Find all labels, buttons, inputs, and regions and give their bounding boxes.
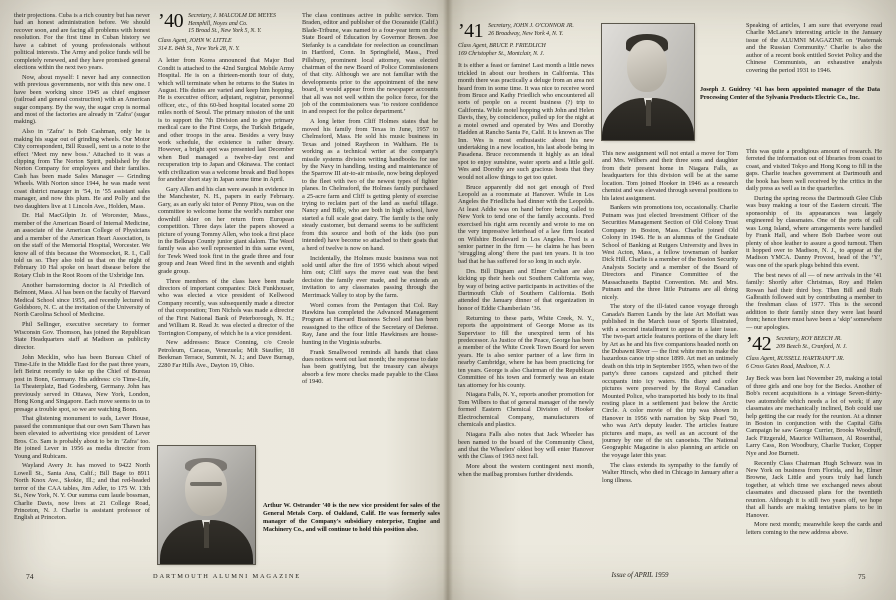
body-paragraph: Now, about myself: I never had any connection with previous governments, nor with this new one. I have been working since 1945 as chief engineer (railroad and general construction) with an American sugar company. By the way, the sugar crop is normal and most of the factories are already in ‘Zafra’ (sugar making).: [14, 73, 150, 126]
body-paragraph: their projections. Cuba is a rich country but has never had an honest administration before. We should recover soon, and are facing all problems with honest resolution. For the first time in Cuban history we have a cabinet of young professionals without political interests. The Army and police funds will be completely renewed, and they have promised general elections within the next two years.: [14, 12, 150, 71]
body-paragraph: The story of the ill-fated canoe voyage through Canada's Barren Lands by the late Art Moffatt was published in the March issue of Sports Illustrated, with a second installment to appear in a later issue. The two-part article features portions of the diary left by Art as he and his five companions headed north on the Dubawnt River — the first white men to make the hazardous canoe trip since 1899. Art met an untimely death on this trip in September 1955, when two of the party's three canoes capsized and pitched their occupants into icy waters. His diary and color pictures were preserved by the Royal Canadian Mounted Police, who transported his body to its final resting place in a settlement just below the Arctic Circle. A color movie of the trip was shown in Hanover in 1956 with narration by Skip Pearl '50, who was Art's deputy leader. The articles feature pictures and maps, as well as an account of the journey by one of the six canoeists. The National Geographic Magazine is also planning an article on the voyage later this year.: [602, 303, 738, 459]
body-paragraph: Niagara Falls, N. Y., reports another promotion for Tom Wilbers to that of general manager of the newly formed Eastern Chemical Division of Hooker Electrochemical Company, manufacturers of chemicals and plastics.: [458, 391, 594, 429]
photo-glasses: [190, 482, 222, 486]
body-paragraph: The class extends its sympathy to the family of Walter Hirsch, who died in Chicago in January after a long illness.: [602, 461, 738, 484]
body-paragraph: Bruce apparently did not get enough of Fred Leopold as a roommate at Hanover. While in Los Angeles the Friedlichs had dinner with the Leopolds. At least Addie was on hand before being called to New York to tend one of the family accounts. Fred exercised his right arm recently and wrote to me on the very impressive letterhead of a law firm located on Wilshire Boulevard in Los Angeles. Fred is a senior partner in the firm — he claims he has been ‘struggling along’ there the past ten years. It is too bad that he has suffered for so long in such style.: [458, 183, 594, 265]
class-agent-lines: [158, 38, 294, 53]
body-paragraph: The class continues active in public service. Tom Braden, editor and publisher of the Oceanside (Calif.) Blade-Tribune, was named to a four-year term on the State Board of Education by Governor Brown. Joe Stefanky is a candidate for reelection as councilman in Hartford, Conn. In Springfield, Mass., Fred Pillsbury, prominent local attorney, was elected chairman of the new Board of Police Commissioners of that city. Although we are not familiar with the developments prior to the appointment of the new board, it would appear from the newspaper accounts that all was not well within the police force, for the job of the commissioners was ‘to restore confidence in and respect for the police department.’: [302, 12, 438, 116]
class-agent-lines: [746, 356, 882, 371]
agent-line: 6 Cross Gates Road, Madison, N. J.: [746, 363, 831, 370]
body-paragraph: The best news of all — of new arrivals in the ’41 family: Shortly after Christmas, Roy and Helen Rowan had their third boy. Then Bill and Ruth Galbraith followed suit by contributing a member to the freshman class of 1977. This is the second addition to their family since they were last heard from; hence there must have been a ‘skip’ somewhere — our apologies.: [746, 271, 882, 331]
right-column-1: [458, 22, 594, 564]
body-paragraph: That glistening monument to suds, Lever House, passed the communique that our own Sam Thawn has been elevated to advertising vice president of Lever Bros. Co. Sam is probably about to be in ‘Zafra’ too. He joined Lever in 1956 as media director from Young and Rubicam.: [14, 415, 150, 460]
secretary-line: Secretary, JOHN J. O'CONNOR JR.: [488, 23, 574, 29]
photo-caption-guidrey: Joseph J. Guidrey ’41 has been appointed manager of the Data Processing Center of the Sylvania Products Electric Co., Inc.: [700, 86, 880, 101]
body-paragraph: This was quite a prodigious amount of research. He ferreted the information out of libraries from coast to coast, and visited Tokyo and Hong Kong to fill in the gaps. Charlie teaches government at Dartmouth and the book has been well received by the critics in the daily press as well as in the quarterlies.: [746, 148, 882, 193]
right-column-3-main: [746, 148, 882, 564]
body-paragraph: Niagara Falls also notes that Jack Wheeler has been named to the board of the Community Chest, and that the Wheelers' oldest boy will enter Hanover with the Class of 1963 next fall.: [458, 431, 594, 461]
body-paragraph: Word comes from the Pentagon that Col. Ray Hawkins has completed the Advanced Management Program at Harvard Business School and has been reassigned to the office of the Secretary of Defense. Ray, Jane and the four little Hawkinses are house-hunting in the Virginia suburbs.: [302, 301, 438, 346]
page-gutter-shadow: [443, 0, 453, 600]
photo-face: [185, 462, 227, 516]
photo-caption-ostrander: Arthur W. Ostrander ’40 is the new vice president for sales of the General Metals Corp. of Oakland, Calif. He was formerly sales manager of the Company's subsidiary enterprise, Engine and Machinery Co., and will continue to hold this position also.: [263, 502, 440, 533]
body-paragraph: More about the western contingent next month, when the mailbag promises further dividends.: [458, 463, 594, 478]
secretary-line: 26 Broadway, New York 4, N. Y.: [488, 30, 564, 37]
body-paragraph: Incidentally, the Holmes music business was not sold until after the fire of 1956 which about wiped him out; Cliff says the move east was the best decision the family ever made, and he extends an invitation to any classmates passing through the Merrimack Valley to stop by the farm.: [302, 254, 438, 299]
class-secretary-lines: [488, 22, 574, 38]
agent-line: Class Agent, BRUCE P. FRIEDLICH: [458, 43, 546, 49]
photo-joseph-guidrey: [602, 24, 694, 140]
photo-tie: [646, 100, 651, 126]
class-agent-lines: [458, 43, 594, 58]
body-paragraph: Speaking of articles, I am sure that everyone read Charlie McLane's interesting article in the January issue of the ALUMNI MAGAZINE on ‘Pasternak and the Russian Community.’ Charlie is also the author of a recent book entitled Soviet Policy and the Chinese Communists, an exhaustive analysis covering the period 1931 to 1946.: [746, 22, 882, 74]
left-column-3: [302, 12, 438, 496]
class-section-heading-1941: [458, 22, 594, 41]
body-paragraph: Gary Allen and his clan were awash in evidence in the Manchester, N. H., papers in early February. Gary, as an early ski tutor of Penny Pitou, was on the committee to welcome home the world's number one downhill skier on her return from European competition. Three days later the papers showed a picture of young Tommy Allen, who took a first place in the Belknap County junior giant slalom. The Weed family was also well represented in this same event, for Tewk Weed took first in the grade three and four group and Jean Weed first in the seventh and eighth grade group.: [158, 186, 294, 275]
body-paragraph: Three members of the class have been made directors of important companies: Dick Funkhouser, who was elected a vice president of Kellwood Company recently, was subsequently made a director of that corporation; Tom Nichols was made a director of the First National Bank of Peterborough, N. H.; and William R. Read Jr. was elected a director of the Torrington Company, of which he is a vice president.: [158, 277, 294, 337]
photo-arthur-ostrander: [158, 446, 255, 564]
magazine-name-footer: DARTMOUTH ALUMNI MAGAZINE: [153, 573, 301, 580]
class-year-label: ’42: [746, 333, 772, 356]
body-paragraph: John Mecklin, who has been Bureau Chief of Time-Life in the Middle East for the past three years, left Beirut recently to take up the Chief of Bureau post in Bonn, Germany. His address: c/o Time-Life, 1a Theaterplatz, Bad Godesberg, Germany. John has previously served in Ottawa, New York, London, Hong Kong and Singapore. Each move seems to us to presage a trouble spot, so we are watching Bonn.: [14, 353, 150, 413]
photo-face: [627, 40, 667, 92]
right-column-2: [602, 150, 738, 564]
page-number-left: 74: [26, 572, 34, 581]
body-paragraph: More next month; meanwhile keep the cards and letters coming to the new address above.: [746, 521, 882, 536]
body-paragraph: New addresses: Brace Conning, c/o Creole Petroleum, Caracas, Venezuela; Milt Stauffer, 18 Beekman Terrace, Summit, N. J.; and Dave Burnap, 2280 Far Hills Ave., Dayton 19, Ohio.: [158, 339, 294, 369]
agent-line: 169 Christopher St., Montclair, N. J.: [458, 50, 545, 57]
class-secretary-lines: [188, 12, 276, 36]
body-paragraph: Dr. Hal MacGilpin Jr. of Worcester, Mass., member of the American Board of Internal Medicine, an associate of the American College of Physicians and a member of the American Heart Association, is on the staff of the Memorial Hospital, Worcester. We know all of this because the Woonsocket, R. I., Call told us so. They also told us that on the night of February 10 Hal spoke on heart disease before the Rotary Club in the Root Room of the Uxbridge Inn.: [14, 212, 150, 279]
right-column-3-top: [746, 22, 882, 82]
secretary-line: 15 Broad St., New York 5, N. Y.: [188, 28, 262, 35]
body-paragraph: This new assignment will not entail a move for Tom and Mrs. Wilbers and their three sons and daughter from their present home in Niagara Falls, as headquarters for this division will be at the same location. Tom joined Hooker in 1946 as a research chemist and was elevated through several positions to his latest assignment.: [602, 150, 738, 202]
body-paragraph: Frank Smallwood reminds all hands that class dues notices went out last month; the response to date has been gratifying, but the treasury can always absorb a few more checks made payable to the Class of 1940.: [302, 348, 438, 386]
secretary-line: Secretary, ROY BEECH JR.: [776, 336, 842, 343]
body-paragraph: Recently Class Chairman Hugh Schwarz was in New York on business from Florida, and he, Elmer Browne, Jack Little and yours truly had lunch together, at which time we exchanged news about classmates and discussed plans for the twentieth reunion. Although it is still two years off, we hope that all hands are making tentative plans to be in Hanover.: [746, 459, 882, 519]
secretary-line: Secretary, J. MALCOLM DE MEYES: [188, 13, 276, 19]
secretary-line: 209 Beech St., Cranford, N. J.: [776, 343, 847, 350]
body-paragraph: It is either a feast or famine! Last month a little news trickled in about our brothers in California. This month there was practically a deluge from an area not heard from in some time. It was nice to receive word from Bruce and Kathy Friedlich who encountered all sorts of people on a recent business (?) trip to California. While motel hopping with John and Helen Davis, they, by coincidence, pulled up for the night at a motel owned and operated by Wes and Dorothy Hadden at Rancho Santa Fe, Calif. It is known as The Inn. Wes is most enthusiastic about his new undertaking in a new location, his last abode being in Pasadena. Bruce recommends it highly as an ideal spot to enjoy sunshine, water sports and a little golf. Wes and Dorothy are such gracious hosts that they would not allow things to get too quiet.: [458, 62, 594, 181]
class-secretary-lines: [776, 335, 847, 351]
class-year-label: ’41: [458, 22, 484, 42]
body-paragraph: Also in ‘Zafra’ is Bob Cashman, only he is making his sugar out of grinding wheels. Our Motor City correspondent, Bill Russell, sent us a note to the effect ‘Meet my new boss.’ Attached to it was a clipping from The Norton Spirit, published by the Norton Company for employees and their families. Cash has been made Sales Manager — Grinding Wheels. With Norton since 1944, he was made west coast district manager in ’54, in ’55 assistant sales manager, and now this plum. He and Polly and the two daughters live at 1 Lincoln Ave., Holden, Mass.: [14, 128, 150, 210]
body-paragraph: A long letter from Cliff Holmes states that he moved his family from Texas in June, 1957 to Chelmsford, Mass. He sold his music business in Texas and joined Raytheon in Waltham. He is working as a technical writer at the company's missile systems division writing handbooks for use by the Navy in handling, testing and maintenance of the Sparrow III air-to-air missile, now being deployed to the fleet with two of the newest types of fighter planes. In Chelmsford, the Holmes family purchased a 25-acre farm and Cliff is getting plenty of exercise trying to reclaim part of the land as useful tillage. Nancy and Billy, who are both in high school, have started a full scale goat dairy. The family is the only steady customer, but demand seems to be sufficient from this source and both of the kids (no pun intended) have become so attached to their goats that a herd of twelve is now on hand.: [302, 118, 438, 252]
left-column-1: [14, 12, 150, 564]
class-section-heading-1940: [158, 12, 294, 36]
body-paragraph: Returning to these parts, White Creek, N. Y., reports the appointment of George Morse as its Supervisor to fill the unexpired term of his predecessor. As Justice of the Peace, George has been a member of the White Creek Town Board for seven years. He is also senior partner of a law firm in nearby Cambridge, where he has been practicing for ten years. George is also Chairman of the Republican Committee of his town and formerly was an estate tax attorney for his county.: [458, 314, 594, 389]
body-paragraph: During the spring recess the Dartmouth Glee Club was busy making a tour of the Eastern circuit. The sponsorship of its appearances was largely engineered by classmates. One of the ports of call was Long Island, where arrangements were handled by Frank Hall, and where Bob Darbee wore out plenty of shoe leather to assure a good turnout. Then it hopped over to Madison, N. J., to appear at the Madison YMCA. Danny Provost, head of the ‘Y’, was one of the spark plugs behind this event.: [746, 195, 882, 269]
body-paragraph: Bankers win promotions too, occasionally. Charlie Putnam was just elected Investment Officer of the Securities Management Section of Old Colony Trust Company in Boston, Mass. Charlie joined Old Colony in 1946. He is an alumnus of the Graduate School of Banking at Rutgers University and lives in West Acton, Mass., a fellow townsman of banker Dick Hill. Charlie is a member of the Boston Security Analysts Society and a member of the Board of Directors and Finance Committee of the Massachusetts Baptist Convention. Mr. and Mrs. Putnam and the three little Putnams are all doing nicely.: [602, 204, 738, 301]
page-number-right: 75: [858, 572, 866, 581]
agent-line: Class Agent, JOHN W. LITTLE: [158, 38, 232, 45]
body-paragraph: Jay Beck was born last November 29, making a total of three girls and one boy for the Becks. Another of Bob's recent acquisitions is a vintage Seven-thirty-two automobile which needs a lot of work; if any classmates are mechanically inclined, Bob could use help getting the car ready for the reunion. At a dinner in Boston in conjunction with the Capital Gifts Campaign he saw George Currier, Brooks Woodruff, Jack Fitzgerald, Maurice Williamson, Al Rosenthal, Larry Cass, Ron Woodbury, Charlie Tucker, Copper Nye and Joe Burnett.: [746, 375, 882, 457]
issue-date-footer: Issue of APRIL 1959: [611, 572, 669, 579]
agent-line: 314 E. 84th St., New York 28, N. Y.: [158, 45, 240, 52]
secretary-line: Hemphill, Noyes and Co.: [188, 20, 248, 27]
class-year-label: ’40: [158, 12, 184, 32]
body-paragraph: Wayland Avery Jr. has moved to 9422 North Lowell St., Santa Ana, Calif.; Bill Bage to 8911 North Knox Ave., Skokie, Ill.; and that red-headed terror of the CAA tables, Jim Adler, to 175 W. 13th St., New York, N. Y. Our summa cum laude bossman, Charlie Davis, now lives at 21 College Road, Princeton, N. J. Charlie is assistant professor of English at Princeton.: [14, 462, 150, 522]
left-column-2: [158, 12, 294, 440]
photo-tie: [204, 522, 209, 548]
body-paragraph: Phil Sellinger, executive secretary to former Wisconsin Gov. Thomson, has joined the Republican State Headquarters staff at Madison as publicity director.: [14, 321, 150, 351]
body-paragraph: Drs. Bill Dignam and Elmer Crehan are also kicking up their heels out Southern California way, by way of being active participants in activities of the Dartmouth Club of Southern California. Both attended the January dinner of that organization in honor of Eddie Chamberlain ’36.: [458, 267, 594, 312]
body-paragraph: A letter from Korea announced that Major Bud Condit is attached to the 42nd Surgical Mobile Army Hospital. He is on a thirteen-month tour of duty, which will terminate when he returns to the States in August. His duties are varied and keep him hopping. He is executive officer, adjutant, registrar, personnel officer, etc., of this 60-bed hospital located some 20 miles north of Seoul. The primary mission of the unit is to support the 7th Division and to give primary medical care to the First Corps, the Turkish Brigade, and other troops in the area. Besides a very busy work schedule, the existence is rather dreary. However, a bright spot was presented last December when Bud managed a twelve-day rest and recuperation trip to Japan and Okinawa. The contact with civilization was a welcome break and Bud hopes for another short stay in Japan some time in April.: [158, 57, 294, 184]
body-paragraph: Another barnstorming doctor is Al Friedlich of Belmont, Mass. Al has been on the faculty of Harvard Medical School since 1955, and recently lectured in Goldsboro, N. C. at the invitation of the University of North Carolina School of Medicine.: [14, 281, 150, 319]
agent-line: Class Agent, RUSSELL HARTRANFT JR.: [746, 356, 845, 363]
class-section-heading-1942: [746, 335, 882, 354]
